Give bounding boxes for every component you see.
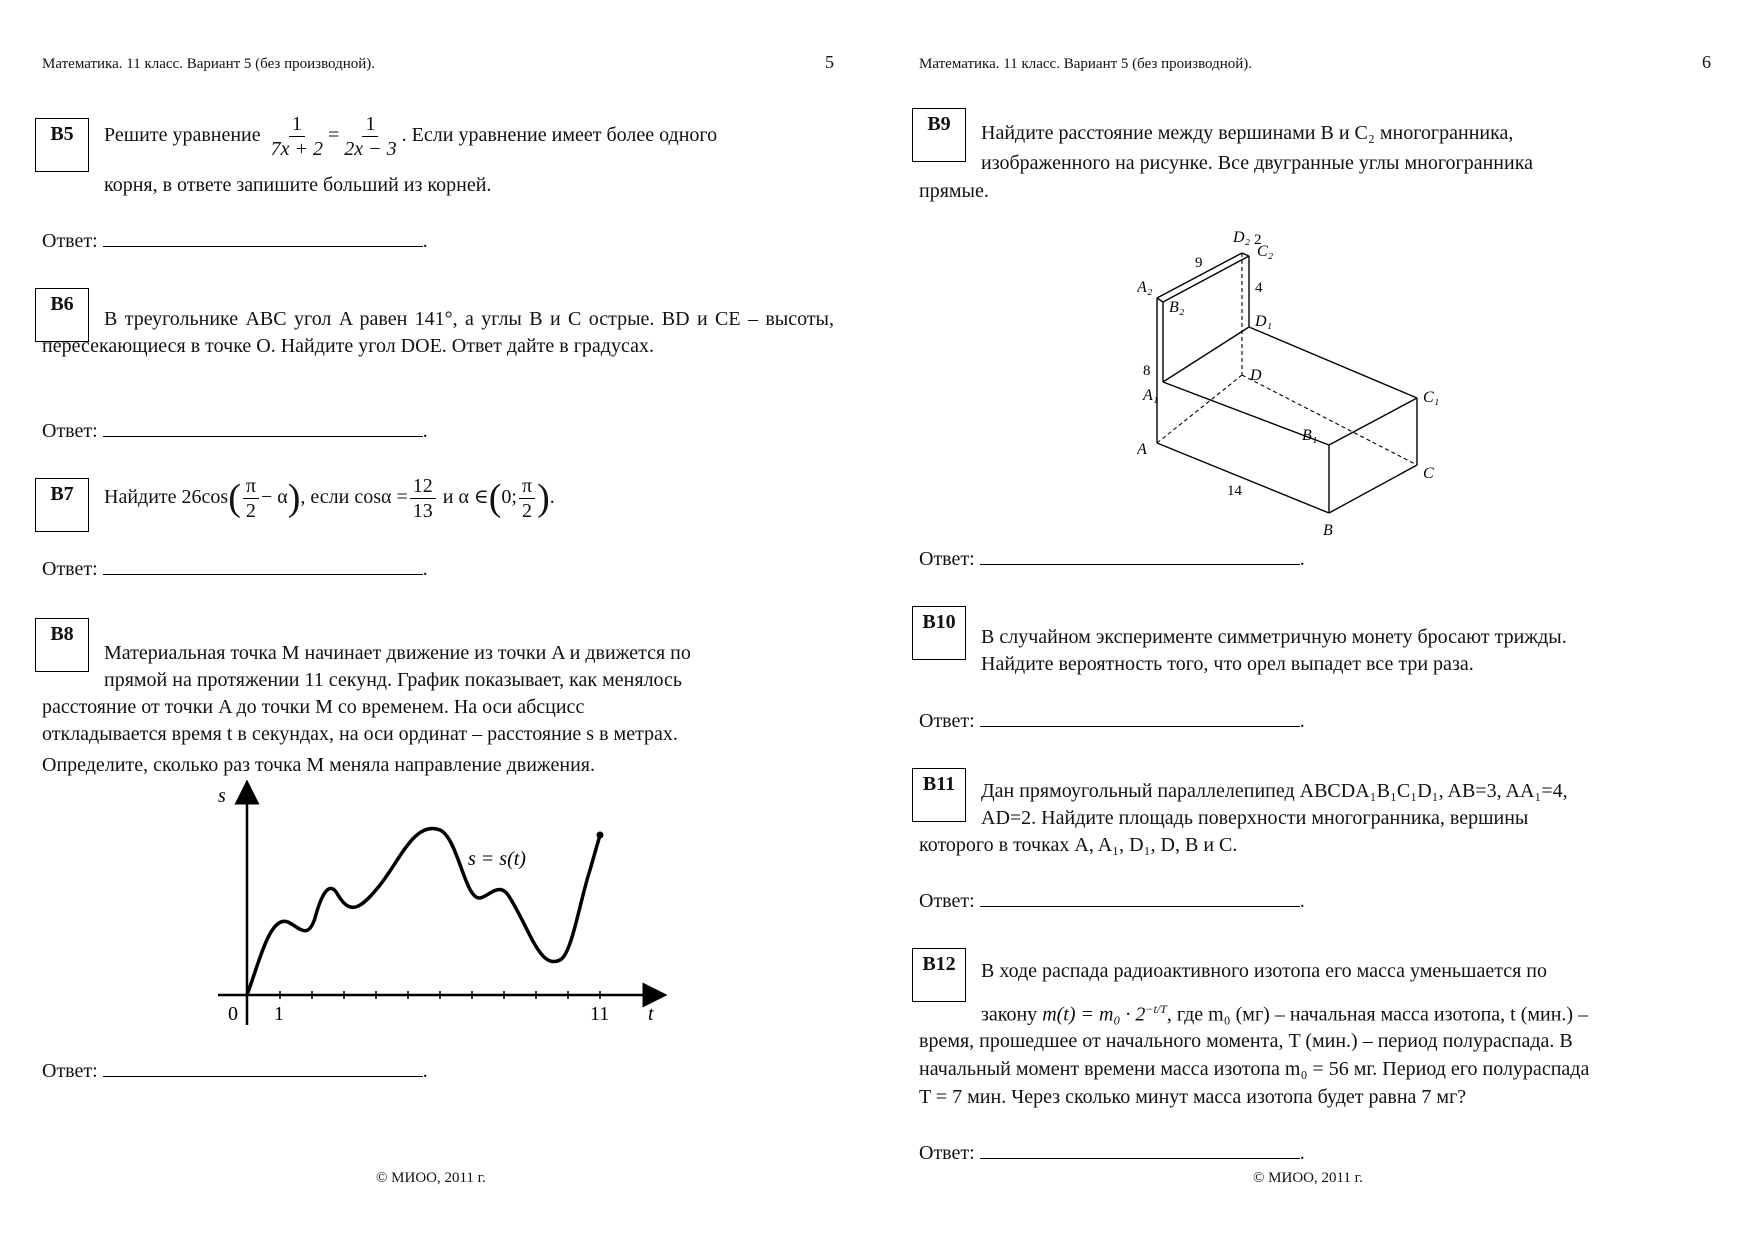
problem-text-b5: Решите уравнение $\frac{1}{7x + 2}$ = $\frac{1}{2x - 3}$ . Если уравнение имеет более одного [104, 113, 718, 160]
vertex-c2: C₂ [1257, 243, 1274, 260]
origin-label: 0 [228, 1003, 238, 1025]
vertex-c1: C₁ [1423, 389, 1440, 406]
problem-text-b10-line2: Найдите вероятность того, что орел выпадет все три раза. [981, 653, 1474, 675]
dim-8: 8 [1143, 363, 1151, 379]
problem-label-b6: B6 [35, 288, 89, 342]
vertex-b: B [1323, 522, 1333, 539]
vertex-c: C [1423, 465, 1434, 482]
problem-text-b11-line2: AD=2. Найдите площадь поверхности многогранника, вершины [981, 807, 1529, 829]
answer-field-b5[interactable]: Ответ: . [42, 230, 428, 252]
page-number: 5 [825, 52, 834, 72]
answer-field-b11[interactable]: Ответ: . [919, 890, 1305, 912]
distance-curve [247, 828, 600, 995]
page-header: Математика. 11 класс. Вариант 5 (без производной). [919, 56, 1253, 72]
polyhedron-figure [1137, 220, 1477, 550]
axis-label-t: t [648, 1003, 654, 1025]
problem-text-b11-line1: Дан прямоугольный параллелепипед ABCDA₁B₁C₁D₁, AB=3, AA₁=4, [981, 780, 1568, 802]
problem-text-b9-line1: Найдите расстояние между вершинами B и C₂ многогранника, [981, 122, 1514, 144]
curve-endpoint [597, 832, 604, 839]
axis-label-s: s [218, 785, 226, 807]
answer-field-b8[interactable]: Ответ: . [42, 1060, 428, 1082]
page-footer: © МИОО, 2011 г. [1253, 1170, 1363, 1186]
problem-text-b6: В треугольнике ABC угол A равен 141°, а углы B и C острые. BD и CE – высоты, пересекающиеся в точке O. Найдите угол DOE. Ответ дайте в градусах. [42, 308, 834, 357]
problem-text-b12-line4: начальный момент времени масса изотопа m₀ = 56 мг. Период его полураспада [919, 1058, 1590, 1080]
problem-text-b12-line1: В ходе распада радиоактивного изотопа его масса уменьшается по [981, 960, 1547, 982]
answer-field-b10[interactable]: Ответ: . [919, 710, 1305, 732]
dim-4: 4 [1255, 280, 1263, 296]
page-header: Математика. 11 класс. Вариант 5 (без производной). [42, 56, 376, 72]
vertex-b1: B₁ [1302, 427, 1318, 444]
dim-9: 9 [1195, 255, 1203, 271]
dim-2: 2 [1254, 232, 1262, 248]
problem-label-b10: B10 [912, 606, 966, 660]
fraction: $\frac{1}{2x - 3}$ [344, 113, 397, 160]
problem-text-b11-line3: которого в точках A, A₁, D₁, D, B и C. [919, 834, 1238, 856]
problem-text-b12-line3: время, прошедшее от начального момента, T (мин.) – период полураспада. В [919, 1030, 1573, 1052]
vertex-d: D [1250, 367, 1262, 384]
vertex-b2: B₂ [1169, 299, 1185, 316]
answer-field-b7[interactable]: Ответ: . [42, 558, 428, 580]
page-number: 6 [1702, 52, 1711, 72]
problem-label-b8: B8 [35, 618, 89, 672]
vertex-d2: D₂ [1233, 229, 1251, 246]
fraction: $\frac{1}{7x + 2}$ [270, 113, 324, 160]
answer-field-b12[interactable]: Ответ: . [919, 1142, 1305, 1164]
problem-text-b8-line1: Материальная точка M начинает движение из точки A и движется по [104, 642, 691, 664]
vertex-d1: D₁ [1255, 313, 1273, 330]
tick-label-1: 1 [274, 1003, 284, 1025]
problem-text-b8-line4: откладывается время t в секундах, на оси ординат – расстояние s в метрах. [42, 723, 678, 745]
problem-label-b12: B12 [912, 948, 966, 1002]
problem-text-b12-line2: закону $m(t) = m_0 \cdot 2^{-t/T}$, где m₀ (мг) – начальная масса изотопа, t (мин.) – [981, 1002, 1589, 1026]
problem-text-b8-line3: расстояние от точки A до точки M со временем. На оси абсцисс [42, 696, 585, 718]
problem-label-b7: B7 [35, 478, 89, 532]
curve-label: s = s(t) [468, 848, 526, 870]
tick-label-11: 11 [590, 1003, 610, 1025]
problem-label-b5: B5 [35, 118, 89, 172]
problem-label-b11: B11 [912, 768, 966, 822]
decay-formula: m(t) = m₀ · 2 [1042, 1003, 1146, 1026]
problem-text-b7: Найдите 26cos( $\frac{\pi}{2}$ − α), если cosα = $\frac{12}{13}$ и α ∈(0; $\frac{\pi}{2}$ ). [104, 475, 555, 522]
problem-text-b8-line2: прямой на протяжении 11 секунд. График показывает, как менялось [104, 669, 683, 691]
problem-text-b9-line2: изображенного на рисунке. Все двугранные углы многогранника [981, 152, 1534, 174]
answer-field-b6[interactable]: Ответ: . [42, 420, 428, 442]
vertex-a2: A₂ [1137, 279, 1153, 296]
dim-14: 14 [1227, 483, 1242, 499]
problem-text-b8-line5: Определите, сколько раз точка M меняла направление движения. [42, 754, 595, 776]
problem-text-b5-line2: корня, в ответе запишите больший из корней. [104, 174, 492, 196]
answer-field-b9[interactable]: Ответ: . [919, 548, 1305, 570]
page-footer: © МИОО, 2011 г. [376, 1170, 486, 1186]
vertex-a1: A₁ [1143, 387, 1159, 404]
problem-text-b9-line3: прямые. [919, 180, 989, 202]
vertex-a: A [1137, 441, 1147, 458]
right-page [877, 0, 1754, 1239]
distance-time-graph [200, 780, 670, 1040]
problem-text-b12-line5: T = 7 мин. Через сколько минут масса изотопа будет равна 7 мг? [919, 1086, 1467, 1108]
problem-label-b9: B9 [912, 108, 966, 162]
problem-text-b10-line1: В случайном эксперименте симметричную монету бросают трижды. [981, 626, 1567, 648]
